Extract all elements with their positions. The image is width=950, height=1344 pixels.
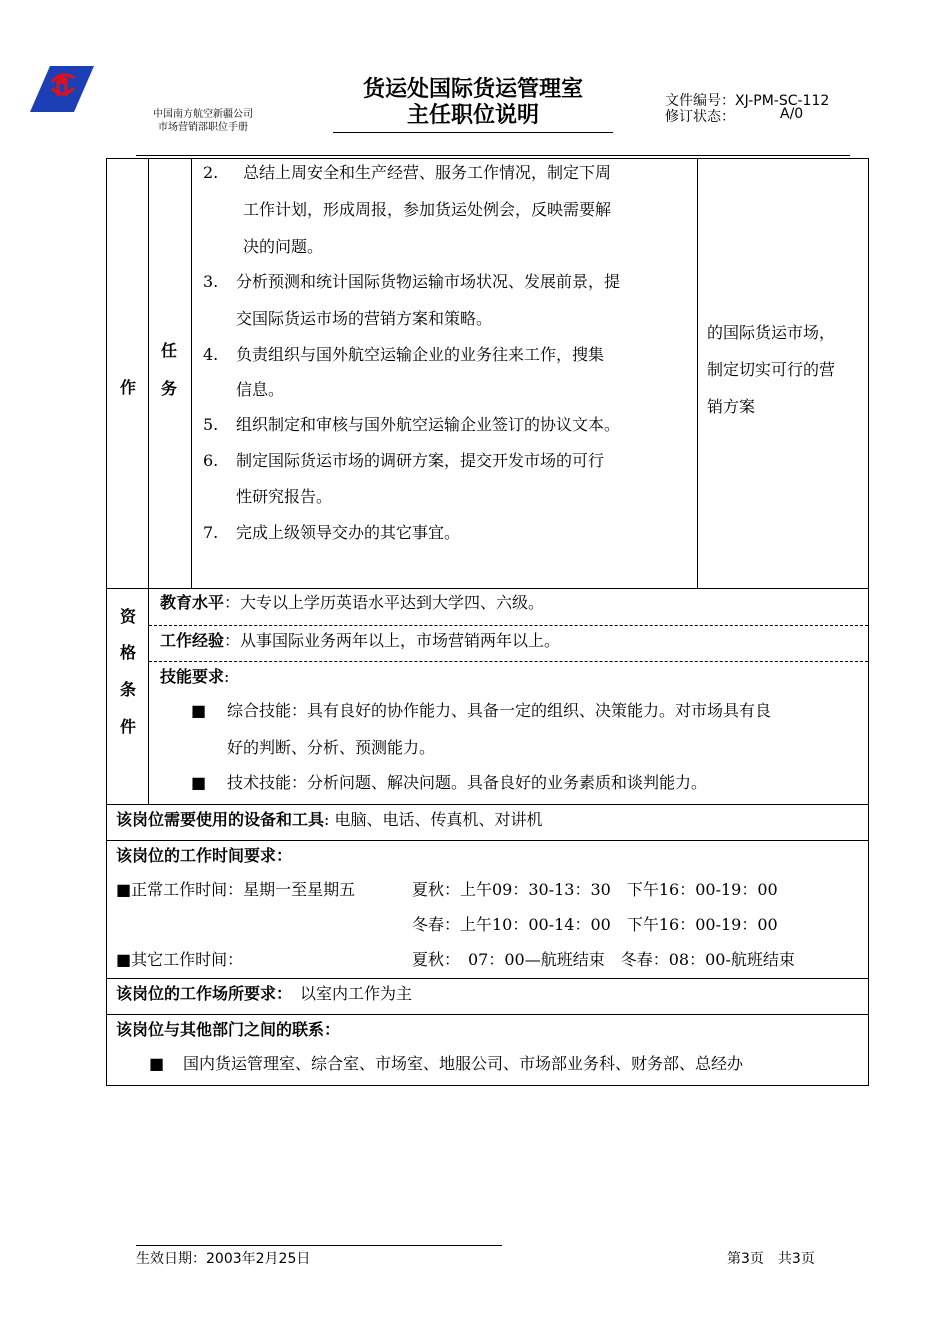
company-name (113, 108, 293, 134)
dashed-divider-1 (149, 625, 868, 626)
col-divider-1 (148, 159, 149, 588)
other-time-label: ■其它工作时间： (116, 950, 244, 969)
experience-value: ：从事国际业务两年以上，市场营销两年以上。 (224, 631, 561, 650)
row-divider-equipment (107, 804, 868, 805)
task-6-line-2: 性研究报告。 (236, 487, 333, 506)
education-row (160, 593, 544, 613)
task-5-line-1: 组织制定和审核与国外航空运输企业签订的协议文本。 (236, 415, 621, 434)
relations-value: 国内货运管理室、综合室、市场室、地服公司、市场部业务科、财务部、总经办 (183, 1054, 744, 1073)
qual-label-3: 条 (119, 680, 136, 699)
task-4-line-1: 负责组织与国外航空运输企业的业务往来工作，搜集 (236, 345, 605, 364)
task-2-num: 2. (203, 163, 219, 182)
company-line-2: 市场营销部职位手册 (158, 122, 248, 133)
col-divider-3 (697, 159, 698, 588)
task-3-line-1: 分析预测和统计国际货物运输市场状况、发展前景，提 (236, 272, 621, 291)
page-number: 第3页 共3页 (727, 1251, 815, 1267)
equipment-value: : 电脑、电话、传真机、对讲机 (324, 810, 543, 829)
col-divider-2 (191, 159, 192, 588)
skills-label: 技能要求 (160, 667, 225, 686)
col-divider-qual (148, 588, 149, 804)
document-number: 文件编号：XJ-PM-SC-112 (665, 93, 830, 109)
title-underline (333, 132, 613, 133)
row-divider-qual (107, 588, 868, 589)
dashed-divider-2 (149, 661, 868, 662)
revision-label: 修订状态： (665, 109, 735, 125)
education-value: ：大专以上学历英语水平达到大学四、六级。 (224, 593, 545, 612)
revision-value: A/0 (780, 106, 804, 122)
task-4-num: 4. (203, 345, 219, 364)
airline-logo-icon (28, 62, 98, 114)
normal-time-summer: 夏秋：上午09：30-13：30 下午16：00-19：00 (412, 880, 778, 899)
document-title-line-2: 主任职位说明 (406, 103, 539, 128)
skill-1-line-1: 综合技能：具有良好的协作能力、具备一定的组织、决策能力。对市场具有良 (227, 701, 772, 720)
equipment-row (116, 810, 543, 830)
equipment-label: 该岗位需要使用的设备和工具 (116, 810, 325, 829)
workplace-value: 以室内工作为主 (300, 984, 413, 1003)
worktime-label: 该岗位的工作时间要求： (116, 846, 293, 865)
bullet-icon: ■ (191, 773, 207, 792)
job-description-table (106, 158, 869, 1086)
workplace-row (116, 984, 412, 1004)
row-divider-workplace (107, 978, 868, 979)
task-7-line-1: 完成上级领导交办的其它事宜。 (236, 523, 461, 542)
education-label: 教育水平 (160, 593, 225, 612)
task-2-line-1: 总结上周安全和生产经营、服务工作情况，制定下周 (243, 163, 612, 182)
work-label: 作 (119, 378, 136, 397)
qual-label-2: 格 (119, 643, 136, 662)
header-divider (136, 155, 850, 156)
effective-date: 生效日期：2003年2月25日 (136, 1251, 311, 1267)
goal-line-3: 销方案 (707, 397, 756, 416)
footer-divider (136, 1245, 502, 1246)
skill-1-line-2: 好的判断、分析、预测能力。 (227, 738, 436, 757)
skills-colon: : (224, 667, 230, 686)
task-2-line-2: 工作计划，形成周报，参加货运处例会，反映需要解 (243, 200, 612, 219)
task-6-num: 6. (203, 451, 219, 470)
row-divider-worktime (107, 840, 868, 841)
task-6-line-1: 制定国际货运市场的调研方案，提交开发市场的可行 (236, 451, 605, 470)
bullet-icon: ■ (149, 1054, 165, 1073)
goal-line-1: 的国际货运市场， (707, 323, 836, 342)
task-3-num: 3. (203, 272, 219, 291)
qual-label-1: 资 (119, 607, 136, 626)
goal-line-2: 制定切实可行的营 (707, 360, 836, 379)
relations-label: 该岗位与其他部门之间的联系： (116, 1020, 341, 1039)
skills-heading (160, 667, 229, 687)
task-label-1: 任 (160, 341, 177, 360)
company-line-1: 中国南方航空新疆公司 (153, 109, 253, 120)
task-3-line-2: 交国际货运市场的营销方案和策略。 (236, 309, 493, 328)
experience-label: 工作经验 (160, 631, 225, 650)
qual-label-4: 件 (119, 717, 136, 736)
document-title-line-1: 货运处国际货运管理室 (362, 77, 583, 102)
task-4-line-2: 信息。 (236, 380, 285, 399)
task-5-num: 5. (203, 415, 219, 434)
experience-row (160, 631, 560, 651)
skill-2: 技术技能：分析问题、解决问题。具备良好的业务素质和谈判能力。 (227, 773, 708, 792)
other-time-value: 夏秋： 07：00—航班结束 冬春：08：00-航班结束 (412, 950, 795, 969)
normal-time-label: ■正常工作时间：星期一至星期五 (116, 880, 356, 899)
task-7-num: 7. (203, 523, 219, 542)
row-divider-relations (107, 1014, 868, 1015)
task-label-2: 务 (160, 379, 177, 398)
task-2-line-3: 决的问题。 (243, 237, 324, 256)
normal-time-winter: 冬春：上午10：00-14：00 下午16：00-19：00 (412, 915, 778, 934)
workplace-label: 该岗位的工作场所要求： (116, 984, 293, 1003)
bullet-icon: ■ (191, 701, 207, 720)
